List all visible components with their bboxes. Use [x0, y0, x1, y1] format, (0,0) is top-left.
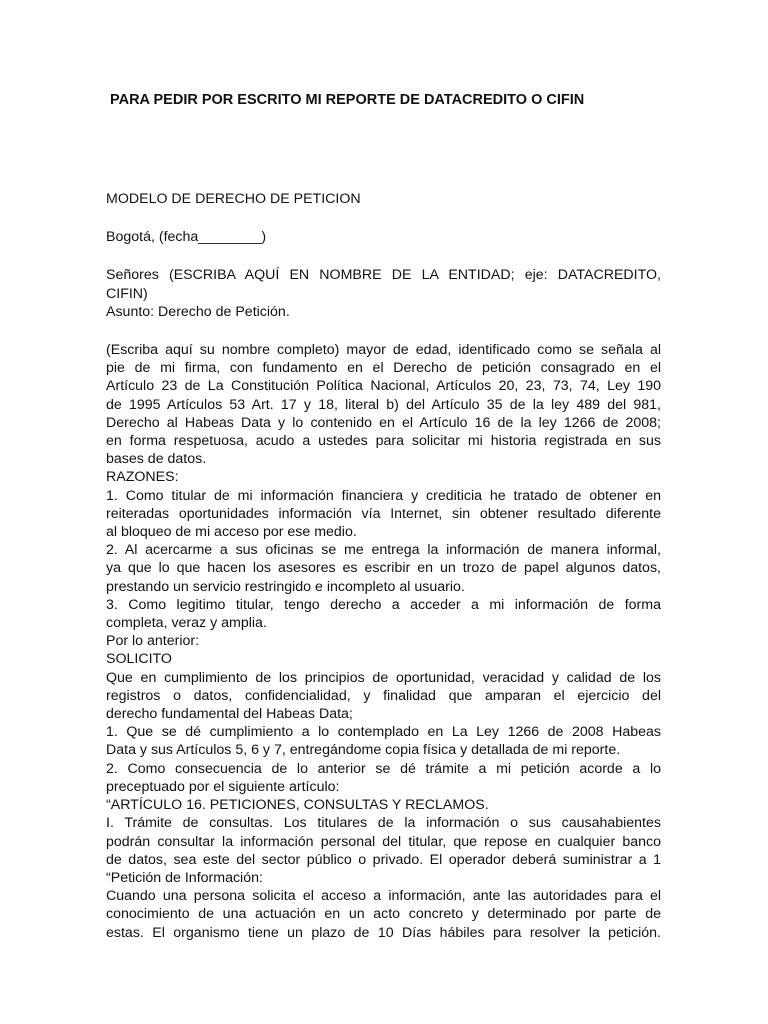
document-body	[106, 190, 661, 942]
intro-line: (Escriba aquí su nombre completo) mayor de edad, identificado como se señala al	[106, 342, 661, 359]
razon-line: prestando un servicio restringido e incompleto al usuario.	[106, 578, 465, 595]
addressee-line: CIFIN)	[106, 285, 148, 302]
intro-line: pie de mi firma, con fundamento en el Derecho de petición consagrado en el	[106, 360, 661, 377]
razon-line: 1. Como titular de mi información financiera y crediticia he tratado de obtener en	[106, 487, 661, 504]
razon-line: al bloqueo de mi acceso por ese medio.	[106, 524, 357, 541]
razon-line: 2. Al acercarme a sus oficinas se me entrega la información de manera informal,	[106, 542, 661, 559]
intro-line: bases de datos.	[106, 451, 207, 468]
addressee-block	[106, 266, 661, 321]
razon-line: reiteradas oportunidades información vía Internet, sin obtener resultado diferente	[106, 505, 661, 522]
razon-line: 3. Como legitimo titular, tengo derecho a acceder a mi información de forma	[106, 596, 661, 613]
razones-heading: RAZONES:	[106, 469, 179, 486]
peticion-line: conocimiento de una actuación en un acto concreto y determinado por parte de	[106, 906, 661, 923]
peticion-heading: “Petición de Información:	[106, 869, 263, 886]
intro-line: Derecho al Habeas Data y lo contenido en el Artículo 16 de la ley 1266 de 2008;	[106, 414, 661, 431]
article-line: de datos, sea este del sector público o privado. El operador deberá suministrar a 1	[106, 851, 661, 868]
article-line: I. Trámite de consultas. Los titulares de la información o sus causahabientes	[106, 815, 661, 832]
intro-line: en forma respetuosa, acudo a ustedes para solicitar mi historia registrada en sus	[106, 433, 661, 450]
intro-line: Artículo 23 de La Constitución Política Nacional, Artículos 20, 23, 73, 74, Ley 190	[106, 378, 661, 395]
solicito-line: 1. Que se dé cumplimiento a lo contemplado en La Ley 1266 de 2008 Habeas	[106, 724, 661, 741]
model-heading	[106, 190, 661, 208]
solicito-line: registros o datos, confidencialidad, y finalidad que amparan el ejercicio del	[106, 687, 661, 704]
solicito-line: preceptuado por el siguiente artículo:	[106, 778, 340, 795]
solicito-line: Data y sus Artículos 5, 6 y 7, entregándome copia física y detallada de mi reporte.	[106, 742, 621, 759]
date-line-text: Bogotá, (fecha________)	[106, 229, 267, 246]
solicito-heading: SOLICITO	[106, 651, 172, 668]
peticion-line: Cuando una persona solicita el acceso a información, ante las autoridades para el	[106, 888, 661, 905]
article-heading: “ARTÍCULO 16. PETICIONES, CONSULTAS Y RECLAMOS.	[106, 797, 489, 814]
por-lo-anterior: Por lo anterior:	[106, 633, 200, 650]
razon-line: completa, veraz y amplia.	[106, 615, 267, 632]
solicito-line: Que en cumplimiento de los principios de oportunidad, veracidad y calidad de los	[106, 669, 661, 686]
subject-line: Asunto: Derecho de Petición.	[106, 303, 290, 320]
model-heading-text: MODELO DE DERECHO DE PETICION	[106, 191, 361, 207]
peticion-line: estas. El organismo tiene un plazo de 10 Días hábiles para resolver la petición.	[106, 924, 661, 941]
intro-line: de 1995 Artículos 53 Art. 17 y 18, literal b) del Artículo 35 de la ley 489 del 981,	[106, 396, 661, 413]
solicito-line: 2. Como consecuencia de lo anterior se dé trámite a mi petición acorde a lo	[106, 760, 661, 777]
razon-line: ya que lo que hacen los asesores es escribir en un trozo de papel algunos datos,	[106, 560, 661, 577]
intro-paragraph	[106, 341, 661, 942]
solicito-line: derecho fundamental del Habeas Data;	[106, 706, 353, 723]
addressee-line: Señores (ESCRIBA AQUÍ EN NOMBRE DE LA ENTIDAD; eje: DATACREDITO,	[106, 267, 661, 284]
date-line	[106, 228, 661, 246]
article-line: podrán consultar la información personal del titular, que repose en cualquier banco	[106, 833, 661, 850]
document-title: PARA PEDIR POR ESCRITO MI REPORTE DE DATACREDITO O CIFIN	[110, 92, 585, 108]
